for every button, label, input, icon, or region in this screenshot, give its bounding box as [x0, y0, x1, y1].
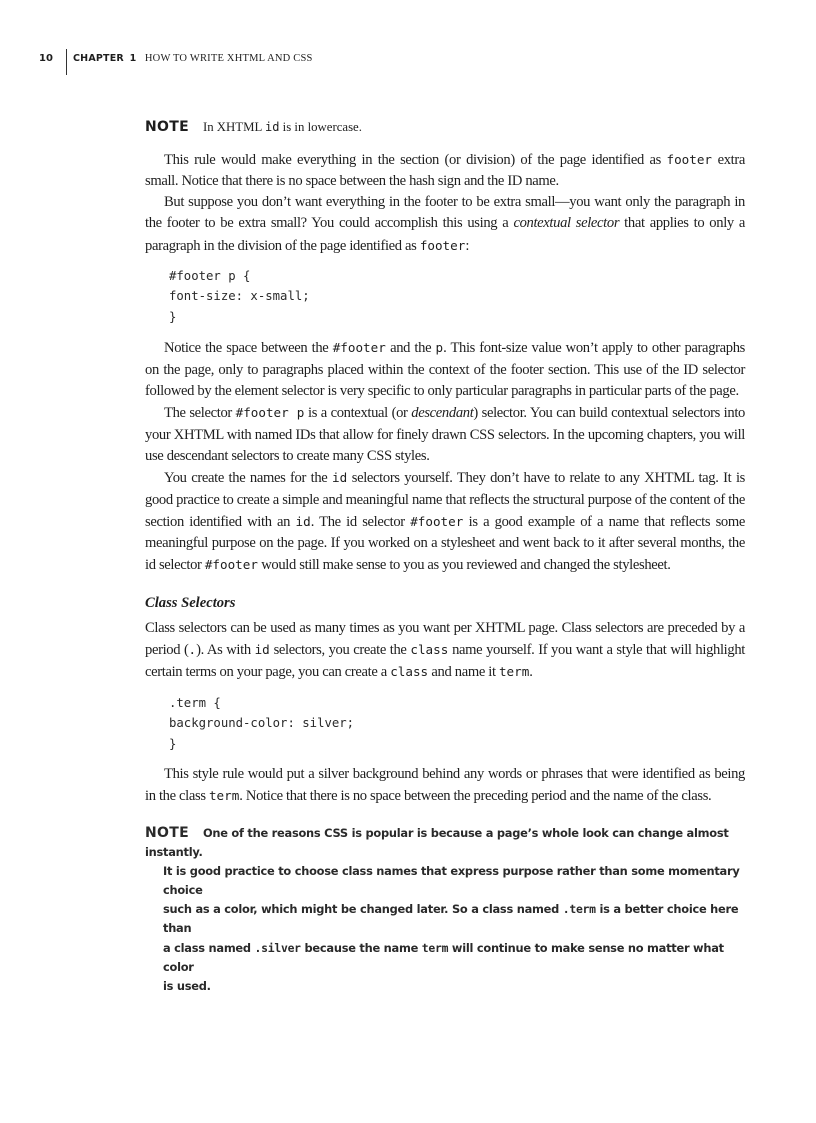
paragraph-3 [145, 337, 745, 402]
inline-code: id [254, 642, 270, 658]
text: is a good example of a name that reflects some meaningful purpose on the page. If you worked on a stylesheet and went back to it after several months, the id selector [145, 513, 746, 574]
text: and name it [428, 664, 499, 681]
note-text: a class named [163, 940, 255, 955]
text: extra small. Notice that there is no space between the hash sign and the ID name. [145, 151, 746, 189]
inline-code: term [208, 788, 240, 804]
inline-code: term [421, 940, 449, 955]
inline-code: footer [419, 237, 466, 253]
note-2 [145, 824, 745, 996]
inline-code: . [188, 642, 197, 658]
text: This rule would make everything in the section (or division) of the page identified as [164, 151, 667, 168]
inline-code: id [295, 513, 311, 529]
inline-code: #footer p [235, 405, 305, 421]
paragraph-5 [145, 467, 745, 576]
text: . [529, 664, 533, 681]
header-divider [66, 49, 67, 75]
text: . The id selector [310, 513, 411, 530]
text: This style rule would put a silver background behind any words or phrases that were identified as being in the class [145, 766, 745, 805]
inline-code: #footer [204, 557, 258, 573]
inline-code: class [410, 642, 449, 658]
text: would still make sense to you as you reviewed and changed the stylesheet. [257, 557, 671, 574]
inline-code: id [265, 120, 280, 134]
chapter-number: 1 [129, 53, 137, 64]
text: and the [385, 340, 436, 357]
text: Class selectors can be used as many times as you want per XHTML page. Class selectors are preceded by a period ( [145, 619, 745, 659]
text: . This font-size value won’t apply to other paragraphs on the page, only to paragraphs placed within the context of the footer section. This use of the ID selector followed by the element selector is very specific to only particular paragraphs in particular parts of the page. [145, 340, 745, 400]
note-label: NOTE [145, 119, 189, 135]
paragraph-1 [145, 149, 745, 193]
text: is a contextual (or [304, 405, 412, 422]
emphasis: descendant [411, 405, 474, 422]
note-text: such as a color, which might be changed later. So a class named [163, 902, 563, 917]
text: Notice the space between the [164, 340, 333, 357]
note-2-line [145, 939, 745, 977]
code-block-term: .term { background-color: silver; } [169, 695, 355, 751]
chapter-title: HOW TO WRITE XHTML AND CSS [144, 53, 313, 64]
paragraph-6 [145, 618, 745, 684]
emphasis: contextual selector [513, 215, 620, 232]
inline-code: footer [666, 151, 713, 167]
note-text: In XHTML [202, 120, 266, 134]
note-2-first-line [145, 824, 745, 862]
inline-code: .silver [254, 940, 301, 955]
running-head [0, 49, 816, 77]
code-block-footer: #footer p { font-size: x-small; } [169, 268, 310, 324]
note-text: will continue to make sense no matter what color [163, 940, 724, 974]
inline-code: #footer [332, 340, 386, 356]
note-2-line [145, 862, 745, 900]
note-text: is used. [163, 978, 211, 993]
paragraph-7 [145, 764, 745, 808]
inline-code: p [435, 340, 444, 356]
note-text: is in lowercase. [279, 120, 362, 134]
note-text: One of the reasons CSS is popular is because a page’s whole look can change almost instantly. [145, 825, 729, 859]
inline-code: id [332, 470, 348, 486]
text: selectors yourself. They don’t have to relate to any XHTML tag. It is good practice to create a simple and meaningful name that reflects the structural purpose of the content of the section identified with an [145, 470, 745, 530]
text: name yourself. If you want a style that will highlight certain terms on your page, you can create a [145, 642, 745, 681]
section-heading: Class Selectors [145, 594, 236, 611]
note-2-line [145, 900, 745, 938]
inline-code: #footer [410, 513, 464, 529]
note-1 [145, 118, 745, 137]
note-text: is a better choice here than [163, 902, 739, 936]
text: The selector [164, 405, 236, 422]
paragraph-2 [145, 192, 745, 257]
page-content [145, 118, 745, 996]
paragraph-4 [145, 402, 745, 467]
chapter-label: CHAPTER [73, 53, 124, 64]
page-number: 10 [39, 53, 53, 64]
text: ). As with [196, 642, 255, 659]
text: that applies to only a paragraph in the division of the page identified as [145, 215, 746, 254]
text: selectors, you create the [269, 642, 411, 659]
note-2-line [145, 977, 745, 996]
note-label: NOTE [145, 824, 189, 841]
text: But suppose you don’t want everything in the footer to be extra small—you want only the paragraph in the footer to be extra small? You could accomplish this using a [145, 194, 745, 232]
text: : [465, 237, 470, 254]
text: ) selector. You can build contextual selectors into your XHTML with named IDs that allow for finely drawn CSS selectors. In the upcoming chapters, you will use descendant selectors to create many CSS styles. [145, 405, 745, 464]
note-text: because the name [300, 940, 422, 955]
inline-code: class [390, 664, 429, 680]
chapter-heading [73, 53, 313, 64]
note-text: It is good practice to choose class names that express purpose rather than some momentary choice [163, 863, 740, 897]
inline-code: .term [562, 902, 596, 917]
text: You create the names for the [164, 470, 332, 487]
inline-code: term [498, 664, 530, 680]
text: . Notice that there is no space between the preceding period and the name of the class. [239, 788, 712, 805]
